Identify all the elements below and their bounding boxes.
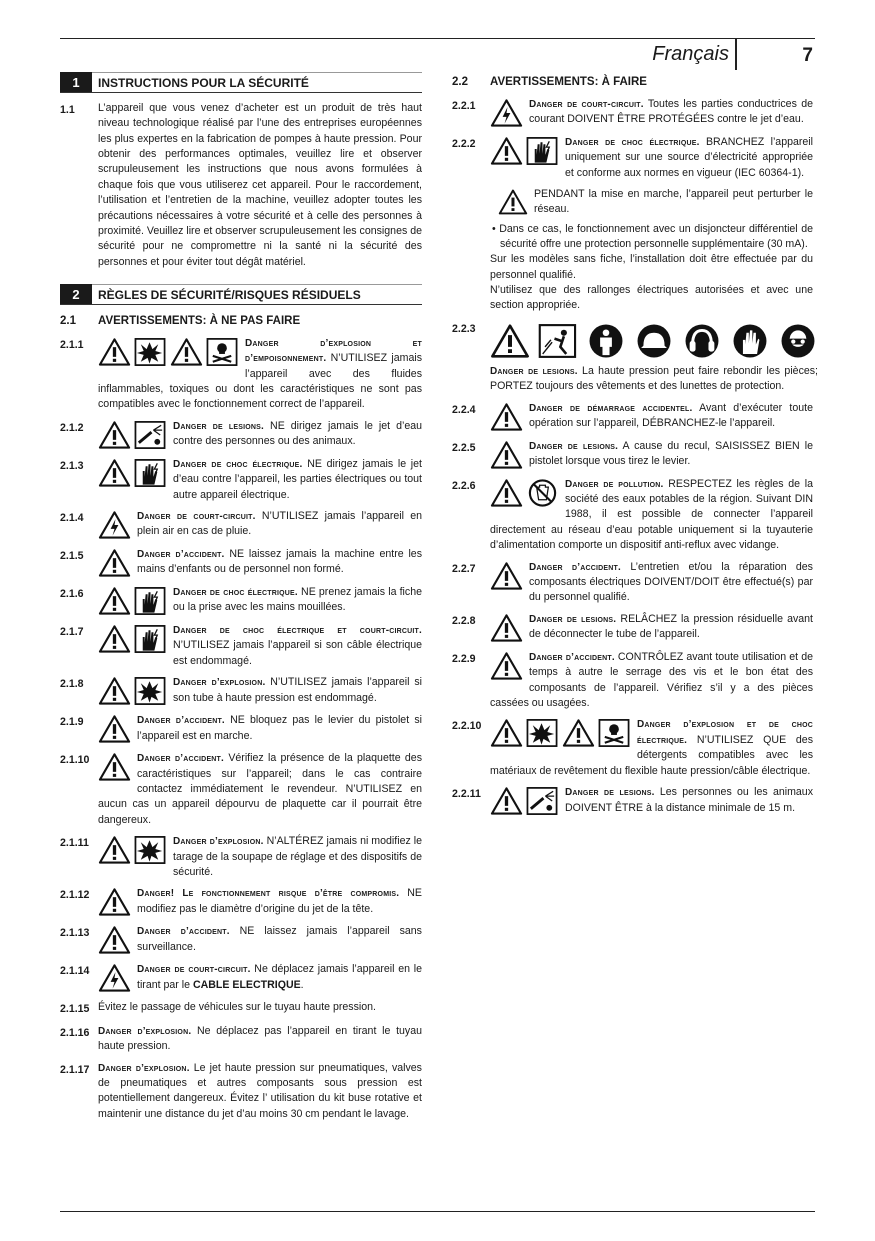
- item-text: [490, 365, 818, 393]
- warning-icon: [98, 714, 131, 744]
- list-item: [60, 457, 422, 503]
- list-item: [452, 560, 813, 606]
- warning-icon: [490, 718, 523, 748]
- item-text: [98, 752, 422, 826]
- hazard-icons: [98, 676, 167, 706]
- header-rule: [60, 38, 815, 39]
- warning-icon: [490, 651, 523, 681]
- subsection-2-2-heading: [452, 74, 813, 91]
- section-number: 1: [60, 72, 92, 92]
- list-item: [60, 834, 422, 880]
- danger-keyword: Danger de pollution.: [565, 478, 664, 490]
- danger-keyword: Danger d’explosion et de choc électrique.: [637, 719, 813, 746]
- electric-hand-icon: [526, 136, 559, 166]
- list-item: [452, 439, 813, 471]
- item-body: La haute pression peut faire rebondir les pièces; PORTEZ toujours des vêtements et des lunettes de protection.: [490, 364, 819, 393]
- warning-icon: [98, 420, 131, 450]
- item-number: 2.2.1: [452, 99, 476, 112]
- item-content: [98, 1024, 422, 1055]
- item-text: [173, 586, 422, 614]
- electric-warning-icon: [98, 963, 131, 993]
- item-text: [529, 613, 813, 641]
- list-item: [60, 751, 422, 828]
- list-item: [452, 401, 813, 433]
- list-2-2: [452, 97, 819, 817]
- note-text: PENDANT la mise en marche, l’appareil peut perturber le réseau.: [533, 187, 813, 216]
- item-body: Les personnes ou les animaux DOIVENT ÊTRE à la distance minimale de 15 m.: [565, 786, 813, 814]
- item-number: 2.1.12: [60, 889, 90, 902]
- electric-hand-icon: [134, 624, 167, 654]
- item-content: [490, 401, 813, 433]
- item-body: N’UTILISEZ jamais l’appareil si son tube à haute pression est endommagé.: [173, 676, 422, 704]
- item-body: N’UTILISEZ jamais l’appareil en plein air en cas de pluie.: [137, 509, 423, 538]
- item-tail: .: [300, 978, 304, 991]
- danger-keyword: Danger de démarrage accidentel.: [529, 402, 693, 414]
- paragraph: Sur les modèles sans fiche, l’installation doit être effectuée par du personnel qualifié.: [490, 253, 813, 281]
- danger-keyword: Danger de court-circuit.: [137, 964, 251, 976]
- item-number: 2.1.11: [60, 837, 89, 850]
- danger-keyword: Danger de court-circuit.: [529, 98, 644, 110]
- list-item: [60, 1061, 422, 1123]
- hazard-icons: [490, 613, 523, 643]
- item-content: [98, 585, 422, 617]
- item-body: NE laissez jamais l’appareil sans surveillance.: [137, 925, 422, 953]
- explosion-icon: [134, 676, 167, 706]
- warning-icon: [490, 786, 523, 816]
- item-content: [490, 612, 813, 644]
- item-number: 1.1: [60, 104, 75, 116]
- item-body: NE prenez jamais la fiche ou la prise avec les mains mouillées.: [173, 585, 422, 614]
- hazard-icons: [98, 458, 167, 488]
- list-item: [60, 1024, 422, 1055]
- header-language: Français: [652, 43, 729, 65]
- item-body: NE bloquez pas le levier du pistolet si l’appareil est en marche.: [137, 714, 422, 742]
- item-number: 2.1.3: [60, 459, 84, 472]
- item-body: RELÂCHEZ la pression résiduelle avant de déconnecter le tube de l’appareil.: [529, 612, 814, 641]
- hazard-icons: [98, 835, 167, 865]
- section-number: 2: [60, 284, 92, 304]
- list-item: [60, 509, 422, 541]
- subsection-title: AVERTISSEMENTS: À NE PAS FAIRE: [98, 314, 301, 327]
- item-body: N’UTILISEZ jamais l’appareil avec des fluides inflammables, toxiques ou dont les caractéristiques ne sont pas compatibles avec le fonctionnement correct de l’appareil.: [98, 352, 422, 411]
- danger-keyword: Danger de choc électrique.: [173, 458, 303, 470]
- list-item: [452, 717, 813, 779]
- warning-icon: [98, 835, 131, 865]
- warning-icon: [98, 337, 131, 367]
- item-text: [529, 402, 813, 430]
- item-text: L’appareil que vous venez d’acheter est un produit de très haut niveau technologique réalisé par l’une des entreprises européennes les plus expertes en la fabrication de pompes à haute pression. Pour obtenir des performances optimales, veuillez lire et observer scrupuleusement les instructions que nous avons formulées à chaque fois que vous utiliserez cet appareil. Pour le raccordement, l’utilisation et l’entretien de la machine, veuillez adopter toutes les précautions nécessaires à votre sécurité et à celle des personnes à proximité. Veuillez lire et observer scrupuleusement les consignes de sécurité pour ne compromettre ni la santé ni la sécurité des personnes et pour éviter tout dégât matériel.: [98, 102, 422, 268]
- danger-keyword: Danger de lesions.: [565, 787, 655, 799]
- item-body: BRANCHEZ l’appareil uniquement sur une source d’électricité appropriée et conforme aux normes en vigueur (IEC 60364-1).: [565, 135, 814, 179]
- item-content: [98, 924, 422, 956]
- toxic-icon: [598, 718, 631, 748]
- list-item: [60, 585, 422, 617]
- list-item: [452, 320, 819, 395]
- spray-injury-icon: [526, 786, 559, 816]
- danger-keyword: Danger d’accident.: [137, 753, 225, 765]
- danger-keyword: Danger de lesions.: [173, 420, 265, 432]
- item-text: [137, 548, 422, 576]
- list-item: [60, 713, 422, 745]
- item-body: Toutes les parties conductrices de courant DOIVENT ÊTRE PROTÉGÉES contre le jet d’eau.: [529, 97, 813, 126]
- danger-keyword: Danger de lesions.: [490, 365, 578, 377]
- item-content: [490, 650, 813, 712]
- header-divider: [735, 38, 737, 70]
- subsection-title: AVERTISSEMENTS: À FAIRE: [490, 76, 647, 88]
- hazard-icons: [490, 651, 523, 681]
- danger-keyword: Danger! Le fonctionnement risque d’être compromis.: [137, 888, 400, 900]
- item-text: [137, 925, 422, 953]
- item-text: [173, 676, 422, 704]
- danger-keyword: Danger d’accident.: [529, 561, 622, 573]
- section-1-heading: [60, 72, 422, 93]
- list-2-1: [60, 336, 422, 1122]
- danger-keyword: Danger d’explosion.: [98, 1062, 190, 1074]
- item-text: [529, 98, 813, 126]
- item-text: [529, 561, 813, 604]
- item-content: [98, 547, 422, 579]
- item-number: 2.2.10: [452, 720, 482, 733]
- item-text: [98, 1025, 422, 1053]
- item-number: 2.2.5: [452, 441, 476, 454]
- warning-icon: [490, 322, 530, 360]
- explosion-icon: [526, 718, 559, 748]
- list-item: [60, 547, 422, 579]
- item-number: 2.2.2: [452, 137, 476, 150]
- item-content: [98, 1000, 422, 1017]
- item-content: [98, 962, 422, 994]
- item-content: [490, 320, 818, 395]
- hazard-icons: [98, 586, 167, 616]
- rebound-icon: [538, 322, 578, 360]
- warning-icon: [98, 548, 131, 578]
- electric-hand-icon: [134, 458, 167, 488]
- item-content: [98, 834, 422, 880]
- item-number: 2.1.6: [60, 587, 84, 600]
- list-item: [60, 623, 422, 669]
- danger-keyword: Danger de lesions.: [529, 440, 619, 452]
- item-content: [490, 560, 813, 606]
- item-number: 2.1.16: [60, 1026, 90, 1039]
- explosion-icon: [134, 337, 167, 367]
- item-body: N’UTILISEZ jamais l’appareil si son câble électrique est endommagé.: [173, 639, 422, 667]
- hazard-icons: [98, 963, 131, 993]
- hazard-icons: [490, 718, 631, 748]
- item-content: [98, 509, 422, 541]
- hazard-icons: [490, 561, 523, 591]
- item-content: [98, 336, 422, 413]
- item-body: NE dirigez jamais le jet d’eau contre des personnes ou des animaux.: [173, 419, 422, 448]
- item-body: Le jet haute pression sur pneumatiques, valves de pneumatiques et autres composants sous pression est potentiellement dangereux. Évitez l’ utilisation du kit buse rotative et maintenir une distance du jet d’au moins 30 cm pendant le lavage.: [98, 1061, 422, 1120]
- item-body: NE laissez jamais la machine entre les mains d’enfants ou de personnel non formé.: [137, 547, 422, 576]
- list-item: [452, 785, 813, 817]
- warning-icon: [170, 337, 203, 367]
- item-number: 2.2.8: [452, 614, 476, 627]
- item-text: [137, 963, 422, 991]
- danger-keyword: Danger d’explosion.: [98, 1025, 192, 1037]
- item-number: 2.1.7: [60, 625, 84, 638]
- item-number: 2.2.3: [452, 322, 476, 335]
- item-body: Ne déplacez jamais l’appareil en le tirant par le: [137, 963, 422, 991]
- protective-suit-icon: [586, 322, 626, 360]
- item-number: 2.1.15: [60, 1003, 90, 1016]
- item-content: [98, 751, 422, 828]
- item-content: [98, 457, 422, 503]
- hazard-icons: [98, 714, 131, 744]
- item-number: 2.1.1: [60, 338, 84, 351]
- item-number: 2.2.9: [452, 652, 476, 665]
- item-body: N’UTILISEZ QUE des détergents compatibles avec les matériaux de revêtement du flexible haute pression/câble électrique.: [490, 733, 813, 777]
- hazard-icons: [98, 887, 131, 917]
- item-content: [490, 439, 813, 471]
- item-text: [173, 420, 422, 448]
- electric-warning-icon: [98, 510, 131, 540]
- warning-icon: [490, 613, 523, 643]
- note-block: [498, 187, 813, 218]
- item-content: [98, 713, 422, 745]
- item-body: L’entretien et/ou la réparation des composants électriques DOIVENT/DOIT être effectué(s) par du personnel qualifié.: [529, 560, 813, 604]
- item-text: [529, 440, 813, 468]
- warning-icon: [490, 136, 523, 166]
- item-text: [137, 510, 422, 538]
- hazard-icons: [98, 420, 167, 450]
- danger-keyword: Danger d’explosion.: [173, 677, 266, 689]
- danger-keyword: Danger de choc électrique et court-circuit.: [173, 624, 422, 636]
- left-column: [60, 72, 422, 1128]
- hazard-icons: [490, 136, 559, 166]
- item-content: [98, 886, 422, 918]
- list-item: [60, 1000, 422, 1017]
- warning-icon: [490, 402, 523, 432]
- warning-icon: [98, 624, 131, 654]
- page-number: 7: [802, 45, 813, 66]
- item-body: Évitez le passage de véhicules sur le tuyau haute pression.: [98, 1001, 376, 1014]
- danger-keyword: Danger de lesions.: [529, 613, 617, 625]
- no-drinking-water-icon: [526, 478, 559, 508]
- item-text: [98, 1062, 422, 1120]
- section-2-heading: [60, 284, 422, 305]
- electric-warning-icon: [490, 98, 523, 128]
- item-content: [98, 623, 422, 669]
- item-text: [173, 458, 422, 501]
- ear-protection-icon: [682, 322, 722, 360]
- item-content: [98, 419, 422, 451]
- danger-keyword: Danger de choc électrique.: [565, 136, 700, 148]
- warning-icon: [98, 458, 131, 488]
- section-title: RÈGLES DE SÉCURITÉ/RISQUES RÉSIDUELS: [92, 284, 422, 304]
- item-number: 2.1.4: [60, 511, 84, 524]
- warning-icon: [490, 478, 523, 508]
- danger-keyword: Danger d’explosion et d’empoisonnement.: [245, 337, 422, 365]
- item-body: RESPECTEZ les règles de la société des eaux potables de la région. Suivant DIN 1988, il est possible de connecter l’appareil directement au réseau d’eau potable uniquement si la tuyauterie d’alimentation comporte un dispositif anti-reflux avec vidange.: [490, 477, 813, 552]
- right-column: [452, 72, 819, 823]
- warning-icon: [98, 676, 131, 706]
- danger-keyword: Danger de choc électrique.: [173, 586, 298, 598]
- explosion-icon: [134, 835, 167, 865]
- item-body: NE dirigez jamais le jet d’eau contre l’appareil, les parties électriques ou tout autre appareil électrique.: [173, 457, 422, 501]
- warning-icon: [562, 718, 595, 748]
- item-number: 2.2.7: [452, 562, 476, 575]
- item-body: CONTRÔLEZ avant toute utilisation et de temps à autre le serrage des vis et le bon état des composants de l’appareil. Vérifiez s’il y a des pièces cassées ou usagées.: [490, 650, 813, 709]
- warning-icon: [490, 440, 523, 470]
- item-content: [490, 785, 813, 817]
- bullet-text: • Dans ce cas, le fonctionnement avec un disjoncteur différentiel de sécurité offre une protection personnelle supplémentaire (30 mA).: [492, 222, 813, 250]
- item-text: [565, 136, 813, 179]
- item-content: [490, 97, 813, 129]
- item-body: NE modifiez pas le diamètre d’origine du jet de la tête.: [137, 887, 422, 915]
- hazard-icons: [490, 322, 818, 360]
- warning-icon: [98, 925, 131, 955]
- item-number: 2.2.4: [452, 403, 476, 416]
- danger-keyword: Danger d’accident.: [529, 651, 615, 663]
- subsection-number: 2.1: [60, 314, 76, 327]
- item-emphasis: CABLE ELECTRIQUE: [192, 978, 301, 991]
- section-title: INSTRUCTIONS POUR LA SÉCURITÉ: [92, 72, 422, 92]
- list-item: [452, 97, 813, 129]
- warning-icon: [498, 187, 528, 217]
- item-number: 2.1.5: [60, 549, 84, 562]
- footer-rule: [60, 1211, 815, 1212]
- warning-icon: [98, 887, 131, 917]
- item-number: 2.1.10: [60, 754, 90, 767]
- item-1-1: [60, 101, 422, 270]
- list-item: [452, 477, 813, 554]
- warning-icon: [490, 561, 523, 591]
- helmet-icon: [634, 322, 674, 360]
- item-body: N’ALTÉREZ jamais ni modifiez le tarage de la soupape de réglage et des dispositifs de sécurité.: [173, 835, 422, 878]
- electric-hand-icon: [134, 586, 167, 616]
- hazard-icons: [490, 478, 559, 508]
- item-text: [173, 624, 422, 667]
- list-item: [60, 675, 422, 707]
- warning-icon: [98, 752, 131, 782]
- item-body: A cause du recul, SAISISSEZ BIEN le pistolet lorsque vous tirez le levier.: [529, 439, 813, 468]
- list-item: [60, 924, 422, 956]
- spray-injury-icon: [134, 420, 167, 450]
- item-text: [137, 714, 422, 742]
- item-number: 2.2.11: [452, 788, 481, 801]
- paragraph: N’utilisez que des rallonges électriques autorisées et avec une section appropriée.: [490, 284, 813, 312]
- hazard-icons: [98, 752, 131, 782]
- list-item: [452, 612, 813, 644]
- subsection-number: 2.2: [452, 76, 468, 88]
- hazard-icons: [490, 402, 523, 432]
- item-body: Avant d’exécuter toute opération sur l’appareil, DÉBRANCHEZ-le l’appareil.: [529, 401, 813, 430]
- item-number: 2.1.14: [60, 965, 90, 978]
- item-text: [137, 887, 422, 915]
- toxic-icon: [206, 337, 239, 367]
- item-number: 2.1.13: [60, 927, 90, 940]
- list-item: [60, 419, 422, 451]
- item-text: [490, 651, 813, 709]
- item-text: [98, 1001, 376, 1013]
- hazard-icons: [490, 440, 523, 470]
- hazard-icons: [490, 98, 523, 128]
- item-text: [173, 835, 422, 878]
- item-content: [490, 135, 813, 314]
- item-number: 2.1.2: [60, 421, 84, 434]
- item-content: [98, 1061, 422, 1123]
- item-content: [98, 675, 422, 707]
- danger-keyword: Danger d’accident.: [137, 715, 225, 727]
- item-number: 2.1.8: [60, 678, 84, 691]
- hazard-icons: [98, 548, 131, 578]
- gloves-icon: [730, 322, 770, 360]
- subsection-2-1-heading: [60, 313, 422, 330]
- danger-keyword: Danger d’accident.: [137, 926, 230, 938]
- hazard-icons: [98, 624, 167, 654]
- item-content: [490, 477, 813, 554]
- item-number: 2.1.17: [60, 1063, 90, 1076]
- danger-keyword: Danger d’accident.: [137, 548, 225, 560]
- list-item: [452, 135, 813, 314]
- list-item: [452, 650, 813, 712]
- hazard-icons: [98, 510, 131, 540]
- item-content: [490, 717, 813, 779]
- item-body: Vérifiez la présence de la plaquette des caractéristiques sur l’appareil; dans le cas contraire contactez immédiatement le revendeur. N’UTILISEZ en aucun cas un appareil dépourvu de plaquette car il pourrait être dangereux.: [98, 752, 422, 826]
- goggles-icon: [778, 322, 818, 360]
- danger-keyword: Danger d’explosion.: [173, 836, 264, 848]
- hazard-icons: [490, 786, 559, 816]
- warning-icon: [98, 586, 131, 616]
- item-body: Ne déplacez pas l’appareil en tirant le tuyau haute pression.: [98, 1024, 422, 1053]
- list-item: [60, 962, 422, 994]
- danger-keyword: Danger de court-circuit.: [137, 510, 256, 522]
- hazard-icons: [98, 925, 131, 955]
- item-text: [565, 786, 813, 814]
- list-item: [60, 886, 422, 918]
- list-item: [60, 336, 422, 413]
- item-number: 2.1.9: [60, 716, 84, 729]
- item-number: 2.2.6: [452, 479, 476, 492]
- hazard-icons: [98, 337, 239, 367]
